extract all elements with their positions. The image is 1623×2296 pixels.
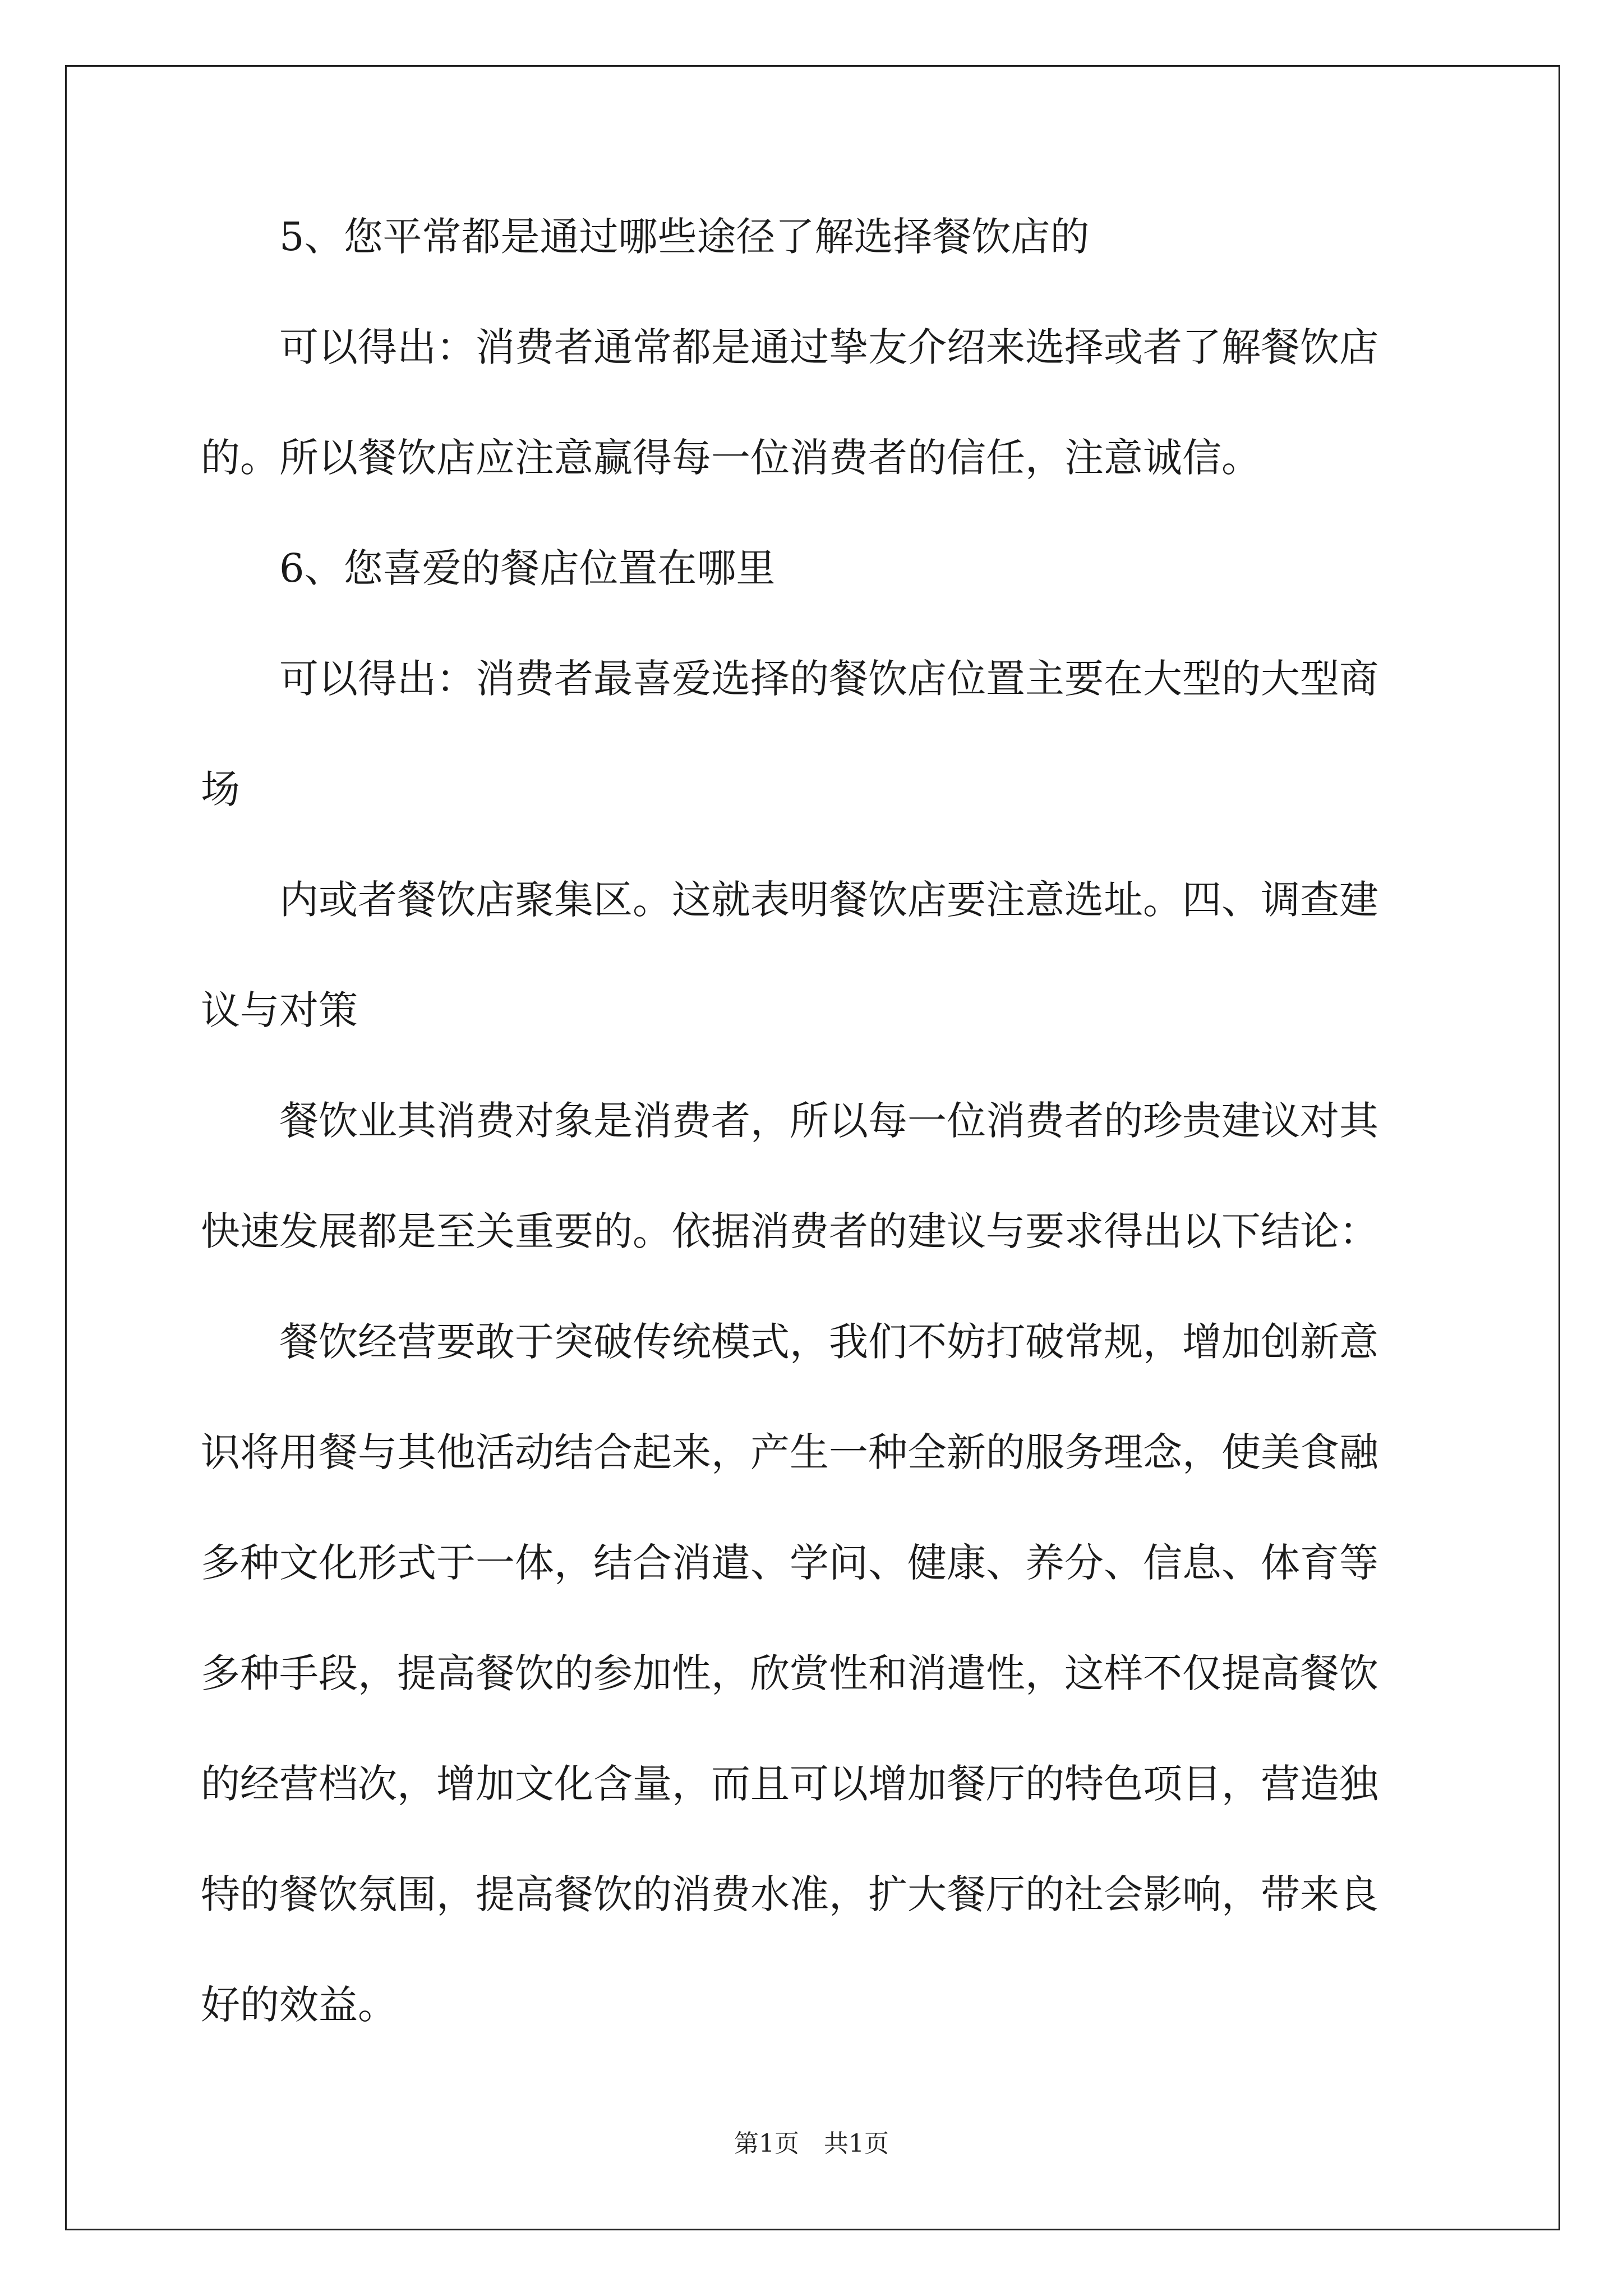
- text-line: 多种文化形式于一体，结合消遣、学问、健康、养分、信息、体育等: [201, 1540, 1378, 1586]
- text-line: 可以得出：消费者通常都是通过挚友介绍来选择或者了解餐饮店: [279, 324, 1378, 370]
- text-line: 多种手段，提高餐饮的参加性，欣赏性和消遣性，这样不仅提高餐饮: [201, 1650, 1378, 1696]
- text-line: 议与对策: [201, 987, 358, 1033]
- paragraph-continuation: [201, 982, 1429, 1038]
- paragraph: [201, 319, 1429, 375]
- paragraph: [201, 1314, 1429, 1370]
- page-total: 共1页: [824, 2129, 889, 2158]
- text-line: 餐饮经营要敢于突破传统模式，我们不妨打破常规，增加创新意: [279, 1319, 1378, 1365]
- paragraph: [201, 209, 1429, 265]
- paragraph-continuation: [201, 1203, 1429, 1259]
- text-line: 餐饮业其消费对象是消费者，所以每一位消费者的珍贵建议对其: [279, 1098, 1378, 1144]
- text-line: 可以得出：消费者最喜爱选择的餐饮店位置主要在大型的大型商: [279, 656, 1378, 702]
- paragraph-continuation: [201, 1977, 1429, 2033]
- text-line: 特的餐饮氛围，提高餐饮的消费水准，扩大餐厅的社会影响，带来良: [201, 1871, 1378, 1917]
- text-line: 识将用餐与其他活动结合起来，产生一种全新的服务理念，使美食融: [201, 1429, 1378, 1475]
- text-line: 场: [201, 766, 240, 812]
- document-body: [201, 209, 1429, 2033]
- paragraph-continuation: [201, 1424, 1429, 1480]
- text-line: 的。所以餐饮店应注意赢得每一位消费者的信任，注意诚信。: [201, 435, 1261, 481]
- text-line: 6、您喜爱的餐店位置在哪里: [279, 545, 776, 591]
- paragraph-continuation: [201, 1866, 1429, 1922]
- paragraph: [201, 540, 1429, 596]
- paragraph-continuation: [201, 1535, 1429, 1591]
- paragraph-continuation: [201, 1645, 1429, 1701]
- text-line: 5、您平常都是通过哪些途径了解选择餐饮店的: [279, 214, 1090, 260]
- text-line: 内或者餐饮店聚集区。这就表明餐饮店要注意选址。四、调查建: [279, 877, 1378, 923]
- page-number: 第1页: [734, 2129, 799, 2158]
- paragraph: [201, 651, 1429, 707]
- text-line: 快速发展都是至关重要的。依据消费者的建议与要求得出以下结论：: [201, 1208, 1378, 1254]
- text-line: 的经营档次，增加文化含量，而且可以增加餐厅的特色项目，营造独: [201, 1761, 1378, 1807]
- paragraph-continuation: [201, 430, 1429, 486]
- paragraph-continuation: [201, 761, 1429, 817]
- paragraph-continuation: [201, 1756, 1429, 1812]
- text-line: 好的效益。: [201, 1982, 397, 2028]
- page-footer: [0, 2127, 1623, 2161]
- paragraph: [201, 872, 1429, 928]
- paragraph: [201, 1093, 1429, 1149]
